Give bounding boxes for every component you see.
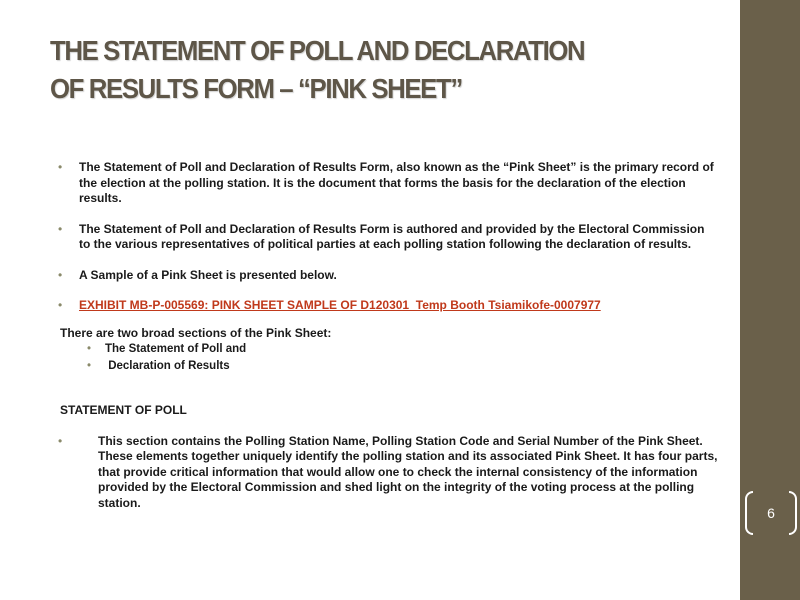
section-list-text: The Statement of Poll and [105, 343, 247, 355]
bullet-item [58, 222, 718, 253]
bullet-dot-icon: • [87, 360, 92, 372]
sections-intro: There are two broad sections of the Pink Sheet: [60, 325, 332, 340]
page-number: 6 [767, 505, 775, 521]
section-description-item [58, 434, 718, 512]
section-list-text: Declaration of Results [105, 360, 230, 372]
bullet-dot-icon: • [58, 298, 63, 312]
bullet-dot-icon: • [58, 221, 63, 236]
section-heading: STATEMENT OF POLL [60, 403, 187, 417]
left-bracket-icon [745, 491, 753, 535]
exhibit-link[interactable]: EXHIBIT MB-P-005569: PINK SHEET SAMPLE OF D120301_Temp Booth Tsiamikofe-0007977 [79, 298, 601, 312]
bullet-item [58, 268, 718, 284]
bullet-text: A Sample of a Pink Sheet is presented below. [79, 267, 337, 282]
bullet-dot-icon: • [58, 433, 63, 448]
bullet-item [58, 298, 718, 314]
section-list-item [58, 358, 718, 375]
slide-title [50, 32, 676, 108]
bullet-text: The Statement of Poll and Declaration of Results Form, also known as the “Pink Sheet” is the primary record of the election at the polling station. It is the document that forms the basis for the declaration of the election results. [79, 160, 714, 205]
section-description-text: This section contains the Polling Station Name, Polling Station Code and Serial Number of the Pink Sheet. These elements together uniquely identify the polling station and its associated Pink Sheet. It has four parts, that provide critical information that would allow one to check the internal consistency of the information provided by the Electoral Commission and shed light on the integrity of the voting process at the polling station. [98, 433, 718, 510]
bullet-dot-icon: • [58, 267, 63, 282]
bullet-dot-icon: • [87, 343, 92, 355]
slide-body [58, 160, 718, 511]
bullet-item [58, 160, 718, 207]
page-number-badge [745, 491, 797, 535]
bullet-text: The Statement of Poll and Declaration of Results Form is authored and provided by the Electoral Commission to the various representatives of political parties at each polling station following the declaration of results. [79, 221, 705, 251]
slide-title-line-1: THE STATEMENT OF POLL AND DECLARATION [50, 35, 585, 66]
section-list-item [58, 341, 718, 358]
slide-title-line-2: OF RESULTS FORM – “PINK SHEET” [50, 73, 462, 104]
right-bracket-icon [789, 491, 797, 535]
bullet-dot-icon: • [58, 160, 63, 174]
